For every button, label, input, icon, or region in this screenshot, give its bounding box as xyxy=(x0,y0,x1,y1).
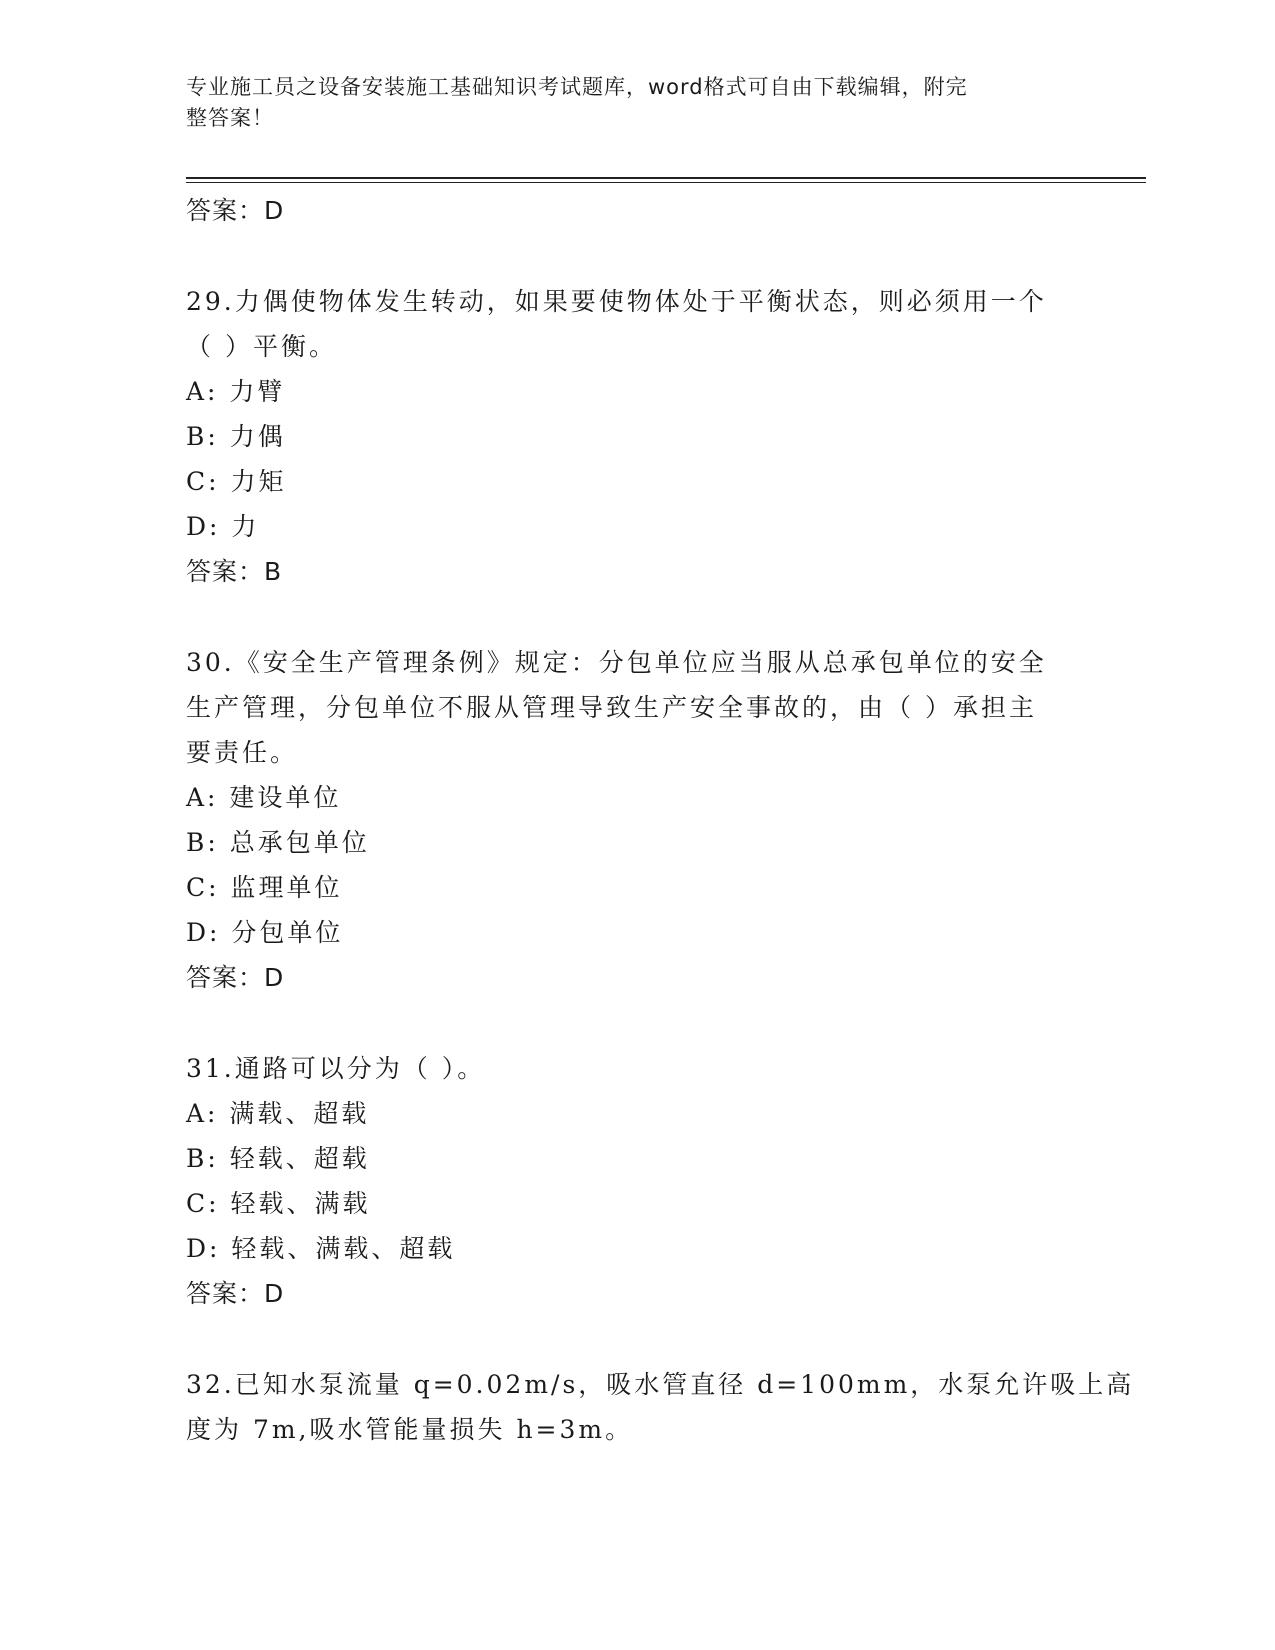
document-header xyxy=(186,72,1056,134)
question-text-line: 生产管理，分包单位不服从管理导致生产安全事故的，由（ ）承担主 xyxy=(186,693,1037,722)
option-b: B: 轻载、超载 xyxy=(186,1144,370,1173)
option-d: D: 分包单位 xyxy=(186,918,344,947)
option-a: A: 满载、超载 xyxy=(186,1099,370,1128)
option-b: B: 总承包单位 xyxy=(186,828,370,857)
question-text-line: 31.通路可以分为（ ）。 xyxy=(186,1054,486,1083)
answer-line: 答案：D xyxy=(186,1279,285,1308)
question-text-line: 32.已知水泵流量 q=0.02m/s，吸水管直径 d=100mm，水泵允许吸上高 xyxy=(186,1370,1135,1399)
option-a: A: 建设单位 xyxy=(186,783,342,812)
header-line-2: 整答案！ xyxy=(186,106,274,130)
question-30 xyxy=(186,640,1086,1000)
header-divider-thin xyxy=(186,182,1146,183)
question-29 xyxy=(186,279,1086,594)
answer-line: 答案：B xyxy=(186,557,283,586)
option-b: B: 力偶 xyxy=(186,422,286,451)
option-c: C: 力矩 xyxy=(186,467,287,496)
option-d: D: 轻载、满载、超载 xyxy=(186,1234,456,1263)
header-divider-thick xyxy=(186,177,1146,179)
answer-line: 答案：D xyxy=(186,963,285,992)
document-body xyxy=(186,188,1135,1452)
option-c: C: 轻载、满载 xyxy=(186,1189,371,1218)
question-text-line: （ ）平衡。 xyxy=(186,332,337,361)
question-text-line: 30.《安全生产管理条例》规定：分包单位应当服从总承包单位的安全 xyxy=(186,648,1047,677)
answer-line: 答案：D xyxy=(186,196,285,225)
question-31 xyxy=(186,1046,1086,1316)
option-c: C: 监理单位 xyxy=(186,873,343,902)
question-text-line: 29.力偶使物体发生转动，如果要使物体处于平衡状态，则必须用一个 xyxy=(186,287,1047,316)
question-32 xyxy=(186,1362,1135,1452)
option-d: D: 力 xyxy=(186,512,260,541)
question-text-line: 要责任。 xyxy=(186,738,299,767)
question-text-line: 度为 7m,吸水管能量损失 h=3m。 xyxy=(186,1415,634,1444)
option-a: A: 力臂 xyxy=(186,377,286,406)
header-line-1: 专业施工员之设备安装施工基础知识考试题库，word格式可自由下载编辑，附完 xyxy=(186,75,968,99)
